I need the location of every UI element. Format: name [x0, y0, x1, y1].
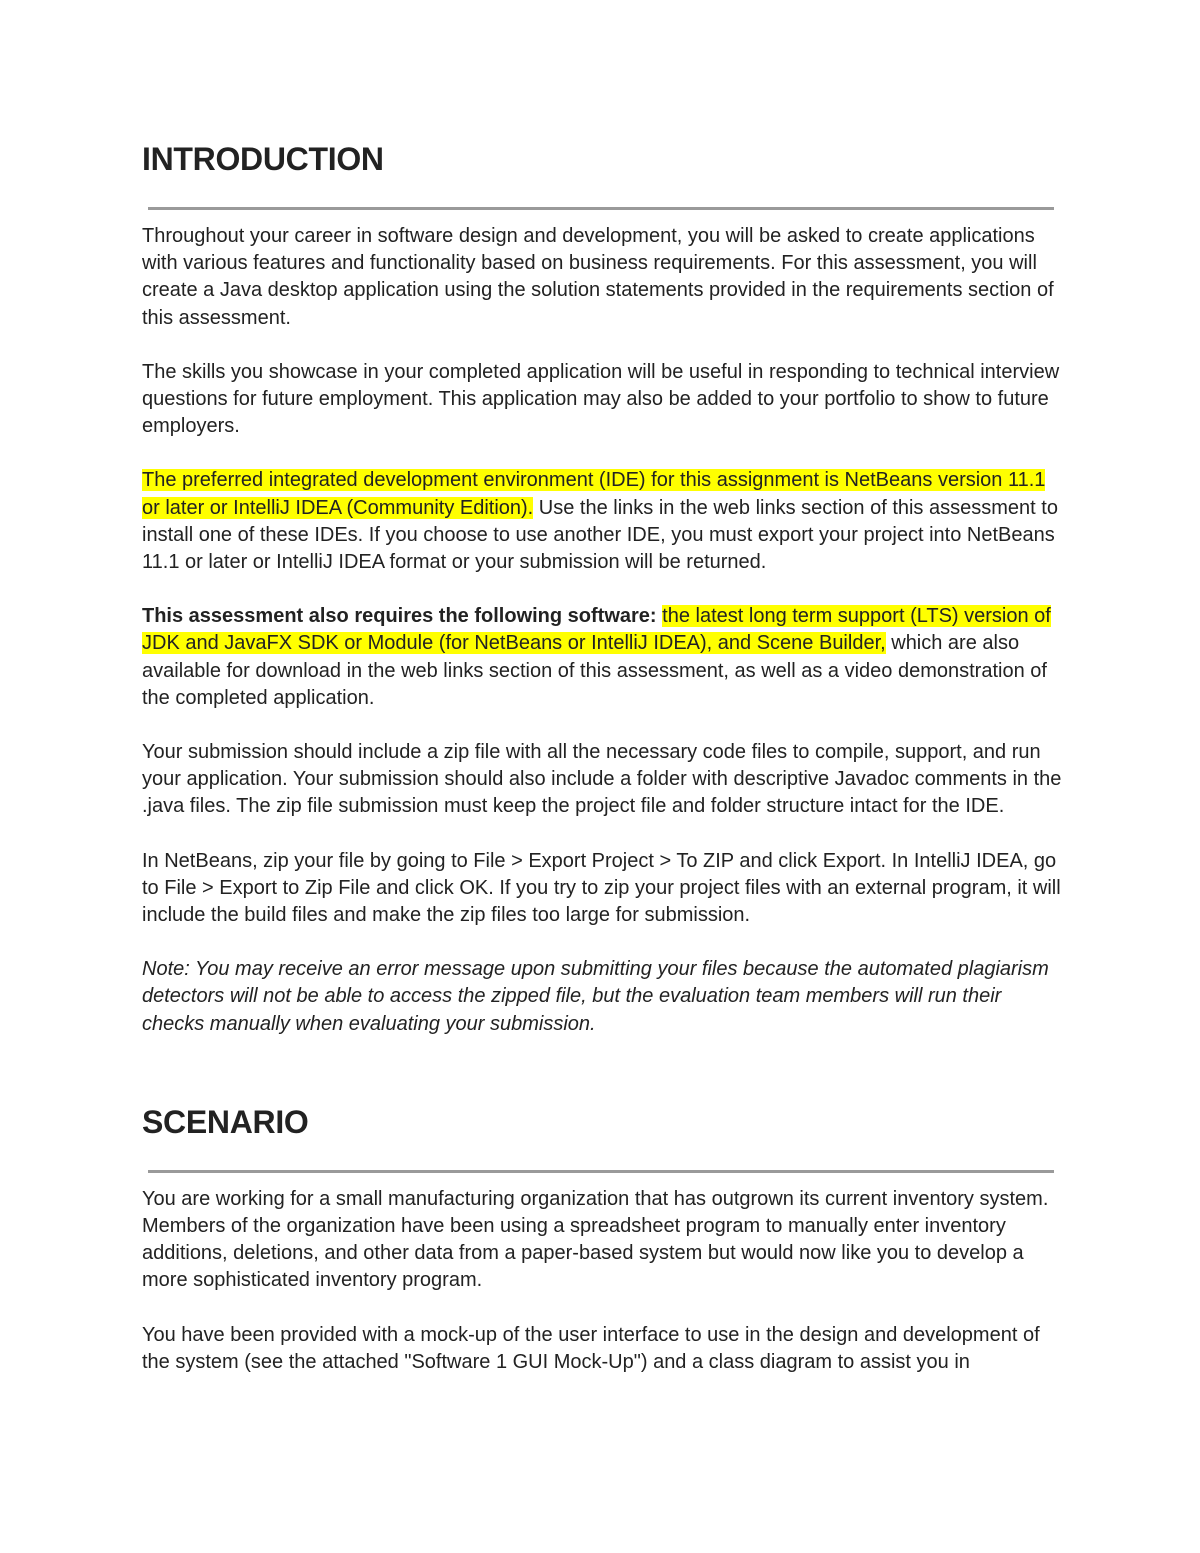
scenario-heading: SCENARIO [142, 1103, 309, 1140]
intro-paragraph-6: In NetBeans, zip your file by going to File > Export Project > To ZIP and click Export. In IntelliJ IDEA, go to File > Export to Zip File and click OK. If you try to zip your project files with an external program, it will include the build files and make the zip files too large for submission. [142, 849, 1061, 927]
scenario-paragraph-1: You are working for a small manufacturing organization that has outgrown its current inventory system. Members of the organization have been using a spreadsheet program to manually enter inventory additions, deletions, and other data from a paper-based system but would now like you to develop a more sophisticated inventory program. [142, 1187, 1049, 1292]
ide-requirement-rest: Use the links in the web links section of this assessment to install one of these IDEs. If you choose to use another IDE, you must export your project into NetBeans 11.1 or later or IntelliJ IDEA format or your submission will be returned. [142, 496, 1058, 574]
introduction-heading: INTRODUCTION [142, 141, 384, 177]
scenario-paragraph-2: You have been provided with a mock-up of the user interface to use in the design and development of the system (see the attached "Software 1 GUI Mock-Up") and a class diagram to assist you in [142, 1323, 1040, 1373]
software-requirement-label: This assessment also requires the following software: [142, 605, 657, 628]
software-requirement-rest: which are also available for download in the web links section of this assessment, as well as a video demonstration of the completed application. [142, 632, 1047, 709]
intro-paragraph-1: Throughout your career in software design and development, you will be asked to create applications with various features and functionality based on business requirements. For this assessment, you will create a Java desktop application using the solution statements provided in the requirements section of this assessment. [142, 225, 1054, 329]
intro-paragraph-4 [142, 603, 1062, 712]
intro-paragraph-3 [142, 467, 1062, 576]
intro-note: Note: You may receive an error message upon submitting your files because the automated plagiarism detectors will not be able to access the zipped file, but the evaluation team members will run their checks manually when evaluating your submission. [142, 958, 1049, 1035]
document-page [142, 140, 1062, 1376]
ide-requirement-highlight: The preferred integrated development environment (IDE) for this assignment is NetBeans version 11.1 or later or IntelliJ IDEA (Community Edition). [142, 469, 1046, 519]
introduction-divider [148, 207, 1054, 210]
software-requirement-highlight: the latest long term support (LTS) version of JDK and JavaFX SDK or Module (for NetBeans or IntelliJ IDEA), and Scene Builder, [142, 605, 1051, 655]
intro-paragraph-5: Your submission should include a zip file with all the necessary code files to compile, support, and run your application. Your submission should also include a folder with descriptive Javadoc comments in the .java files. The zip file submission must keep the project file and folder structure intact for the IDE. [142, 741, 1062, 818]
scenario-divider [148, 1170, 1054, 1173]
intro-paragraph-2: The skills you showcase in your completed application will be useful in responding to technical interview questions for future employment. This application may also be added to your portfolio to show to future employers. [142, 360, 1060, 438]
